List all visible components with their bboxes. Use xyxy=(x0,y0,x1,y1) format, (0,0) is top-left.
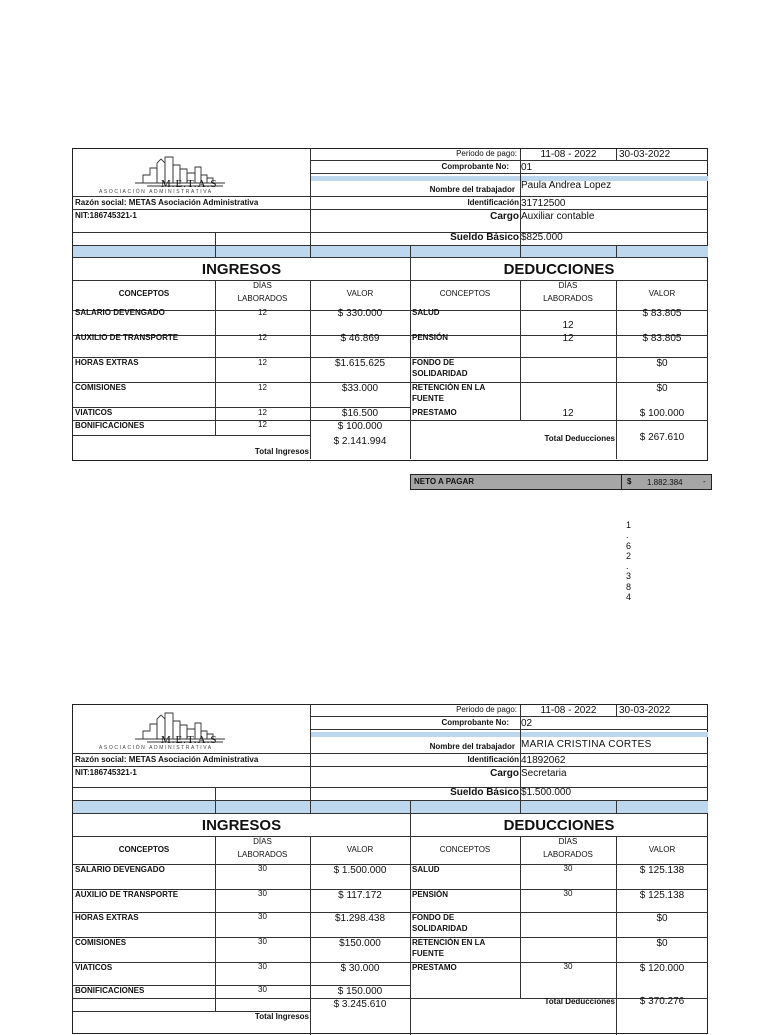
ing-valor-header: VALOR xyxy=(346,289,374,298)
ded-laborados-header: LABORADOS xyxy=(543,850,593,859)
cargo-label: Cargo xyxy=(490,768,519,779)
ded-dias-header: DÍAS xyxy=(558,281,578,290)
total-ingresos-label: Total Ingresos xyxy=(254,1012,309,1021)
ded-dias-2: 12 xyxy=(562,333,574,344)
razon-social: Razón social: METAS Asociación Administrativa xyxy=(75,755,259,764)
razon-social: Razón social: METAS Asociación Administrativa xyxy=(75,198,259,207)
total-ingresos-label: Total Ingresos xyxy=(254,447,309,456)
ing-valor-2: $ 117.172 xyxy=(338,890,382,901)
ded-concepto-3b: SOLIDARIDAD xyxy=(412,924,468,933)
ing-valor-1: $ 330.000 xyxy=(337,308,383,319)
vertical-digit: 6 xyxy=(626,540,632,551)
payslip-2 xyxy=(72,704,708,1034)
identificacion-value: 31712500 xyxy=(521,198,566,209)
ingresos-title: INGRESOS xyxy=(201,817,282,834)
ded-valor-4: $0 xyxy=(656,383,668,394)
ing-dias-5: 12 xyxy=(258,408,267,417)
logo-subtitle: ASOCIACIÓN ADMINISTRATIVA xyxy=(99,189,213,195)
comprobante-value: 02 xyxy=(521,718,533,729)
ing-valor-4: $150.000 xyxy=(339,938,381,949)
nit: NIT:186745321-1 xyxy=(75,768,137,777)
ing-dias-header: DÍAS xyxy=(253,281,272,290)
nombre-value: Paula Andrea Lopez xyxy=(521,180,612,191)
ing-dias-5: 30 xyxy=(258,962,267,971)
ing-concepto-5: VIATICOS xyxy=(75,963,113,972)
cargo-value: Secretaria xyxy=(521,768,567,779)
ing-valor-1: $ 1.500.000 xyxy=(333,865,387,876)
ing-valor-6: $ 150.000 xyxy=(337,986,383,997)
ded-concepto-1: SALUD xyxy=(412,865,440,874)
total-deducciones-label: Total Deducciones xyxy=(544,997,615,1006)
ded-concepto-5: PRESTAMO xyxy=(412,408,457,417)
ing-concepto-4: COMISIONES xyxy=(75,938,127,947)
sueldo-label: Sueldo Básico xyxy=(450,232,519,243)
identificacion-value: 41892062 xyxy=(521,755,566,766)
periodo-desde: 11-08 - 2022 xyxy=(540,149,597,160)
vertical-digit: 2 xyxy=(626,550,632,561)
ing-concepto-2: AUXILIO DE TRANSPORTE xyxy=(75,890,179,899)
ded-concepto-5: PRESTAMO xyxy=(412,963,457,972)
total-ingresos-value: $ 3.245.610 xyxy=(333,999,387,1010)
ing-valor-4: $33.000 xyxy=(341,383,379,394)
ing-dias-3: 12 xyxy=(258,358,267,367)
ded-dias-2: 30 xyxy=(563,889,573,898)
ded-concepto-3: FONDO DE xyxy=(412,913,455,922)
identificacion-label: Identificación xyxy=(467,198,519,207)
ded-concepto-4b: FUENTE xyxy=(412,394,444,403)
company-logo xyxy=(95,153,275,195)
ded-valor-3: $0 xyxy=(656,913,668,924)
ded-valor-header: VALOR xyxy=(648,289,676,298)
ded-valor-5: $ 100.000 xyxy=(639,408,685,419)
neto-a-pagar-bar xyxy=(410,474,712,490)
vertical-digit: 8 xyxy=(626,581,632,592)
ded-concepto-4: RETENCIÓN EN LA xyxy=(412,938,486,947)
periodo-hasta: 30-03-2022 xyxy=(619,149,671,160)
total-deducciones-value: $ 370.276 xyxy=(639,996,685,1007)
vertical-overflow-number xyxy=(626,520,634,602)
vertical-digit: 1 xyxy=(626,520,632,530)
periodo-hasta: 30-03-2022 xyxy=(619,705,671,716)
ing-concepto-1: SALARIO DEVENGADO xyxy=(75,308,165,317)
ded-dias-5: 12 xyxy=(562,408,574,419)
ded-concepto-3b: SOLIDARIDAD xyxy=(412,369,468,378)
ded-concepto-3: FONDO DE xyxy=(412,358,455,367)
ded-dias-5: 30 xyxy=(563,962,573,971)
logo-text: M.E.T.A.S xyxy=(161,178,218,190)
ded-valor-1: $ 125.138 xyxy=(639,865,685,876)
ded-valor-3: $0 xyxy=(656,358,668,369)
ded-valor-header: VALOR xyxy=(648,845,676,854)
ded-concepto-4b: FUENTE xyxy=(412,949,444,958)
ded-valor-2: $ 83.805 xyxy=(642,333,682,344)
ing-dias-3: 30 xyxy=(258,912,267,921)
ing-concepto-4: COMISIONES xyxy=(75,383,127,392)
ded-valor-4: $0 xyxy=(656,938,668,949)
ing-conceptos-header: CONCEPTOS xyxy=(118,289,170,298)
ing-concepto-2: AUXILIO DE TRANSPORTE xyxy=(75,333,179,342)
ded-concepto-2: PENSIÓN xyxy=(412,890,449,899)
deducciones-title: DEDUCCIONES xyxy=(503,261,615,278)
vertical-digit: 4 xyxy=(626,592,632,603)
nombre-label: Nombre del trabajador xyxy=(429,185,515,194)
ing-concepto-3: HORAS EXTRAS xyxy=(75,358,139,367)
nombre-value: MARIA CRISTINA CORTES xyxy=(521,739,652,750)
ded-laborados-header: LABORADOS xyxy=(543,294,593,303)
cargo-label: Cargo xyxy=(490,211,519,222)
ing-dias-2: 30 xyxy=(258,889,267,898)
ing-concepto-3: HORAS EXTRAS xyxy=(75,913,139,922)
ing-dias-2: 12 xyxy=(258,333,267,342)
ded-dias-1: 12 xyxy=(562,320,574,331)
logo-text: M.E.T.A.S xyxy=(161,734,218,746)
ded-conceptos-header: CONCEPTOS xyxy=(439,289,491,298)
ing-valor-5: $16.500 xyxy=(341,408,379,419)
ded-conceptos-header: CONCEPTOS xyxy=(439,845,491,854)
cargo-value: Auxiliar contable xyxy=(521,211,595,222)
neto-label: NETO A PAGAR xyxy=(414,477,475,486)
ing-valor-5: $ 30.000 xyxy=(340,963,380,974)
ing-dias-1: 30 xyxy=(258,864,267,873)
deducciones-title: DEDUCCIONES xyxy=(503,817,615,834)
ded-valor-1: $ 83.805 xyxy=(642,308,682,319)
ing-conceptos-header: CONCEPTOS xyxy=(118,845,170,854)
periodo-label: Periodo de pago: xyxy=(456,149,517,158)
nombre-label: Nombre del trabajador xyxy=(429,742,515,751)
periodo-label: Periodo de pago: xyxy=(456,705,517,714)
ing-dias-4: 30 xyxy=(258,937,267,946)
ded-concepto-1: SALUD xyxy=(412,308,440,317)
ded-concepto-4: RETENCIÓN EN LA xyxy=(412,383,486,392)
comprobante-label: Comprobante No: xyxy=(441,718,509,727)
ing-dias-6: 30 xyxy=(258,985,267,994)
payslip-1 xyxy=(72,148,708,461)
logo-subtitle: ASOCIACIÓN ADMINISTRATIVA xyxy=(99,745,213,751)
ded-dias-1: 30 xyxy=(563,864,573,873)
nit: NIT:186745321-1 xyxy=(75,211,137,220)
ing-valor-3: $1.615.625 xyxy=(334,358,386,369)
vertical-digit: . xyxy=(626,561,629,572)
ing-valor-2: $ 46.869 xyxy=(340,333,380,344)
ing-concepto-6: BONIFICACIONES xyxy=(75,421,145,430)
periodo-desde: 11-08 - 2022 xyxy=(540,705,597,716)
total-ingresos-value: $ 2.141.994 xyxy=(333,436,387,447)
ing-concepto-5: VIATICOS xyxy=(75,408,113,417)
ing-concepto-6: BONIFICACIONES xyxy=(75,986,145,995)
ingresos-title: INGRESOS xyxy=(201,261,282,278)
sueldo-value: $1.500.000 xyxy=(521,787,572,798)
ing-laborados-header: LABORADOS xyxy=(237,294,288,303)
total-deducciones-label: Total Deducciones xyxy=(544,434,615,443)
ded-concepto-2: PENSIÓN xyxy=(412,333,449,342)
neto-amount: 1.882.384 xyxy=(647,478,683,487)
sueldo-value: $825.000 xyxy=(521,232,563,243)
neto-trail: - xyxy=(703,477,706,486)
vertical-digit: . xyxy=(626,530,629,541)
comprobante-value: 01 xyxy=(521,162,533,173)
ded-valor-5: $ 120.000 xyxy=(639,963,685,974)
ded-valor-2: $ 125.138 xyxy=(639,890,685,901)
sueldo-label: Sueldo Básico xyxy=(450,787,519,798)
ing-valor-3: $1.298.438 xyxy=(334,913,386,924)
neto-currency: $ xyxy=(627,477,632,486)
ing-valor-6: $ 100.000 xyxy=(337,421,383,432)
company-logo xyxy=(95,709,275,751)
ing-laborados-header: LABORADOS xyxy=(237,850,288,859)
ing-dias-4: 12 xyxy=(258,383,267,392)
total-deducciones-value: $ 267.610 xyxy=(639,432,685,443)
ded-dias-header: DÍAS xyxy=(558,837,578,846)
ing-dias-1: 12 xyxy=(258,308,267,317)
ing-valor-header: VALOR xyxy=(346,845,374,854)
vertical-digit: 3 xyxy=(626,571,632,582)
comprobante-label: Comprobante No: xyxy=(441,162,509,171)
ing-dias-6: 12 xyxy=(258,420,267,429)
identificacion-label: Identificación xyxy=(467,755,519,764)
ing-dias-header: DÍAS xyxy=(253,837,272,846)
ing-concepto-1: SALARIO DEVENGADO xyxy=(75,865,165,874)
